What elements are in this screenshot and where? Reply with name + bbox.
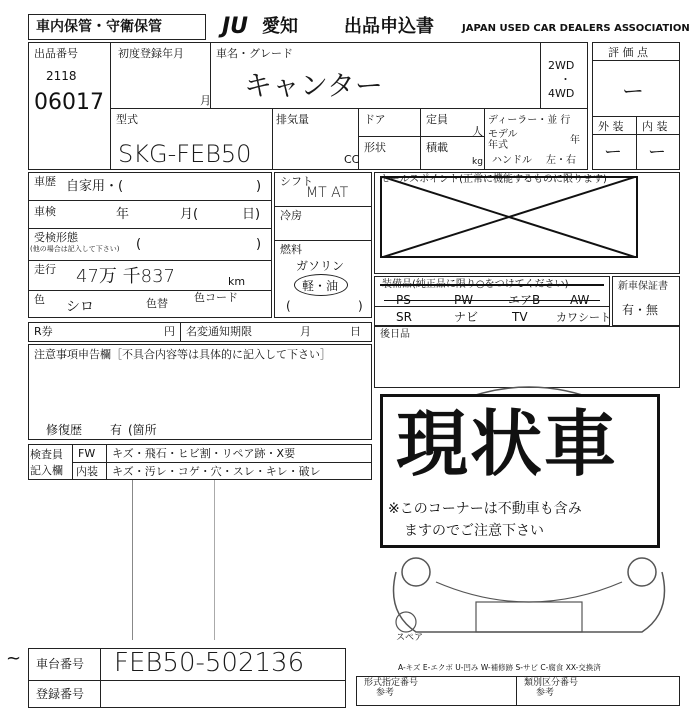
fuel-label: 燃料 xyxy=(280,243,302,256)
model-value: SKG-FEB50 xyxy=(118,140,252,168)
tilde-mark: ~ xyxy=(6,648,22,669)
mileage-value: 47万 千837 xyxy=(76,266,175,287)
load-unit: kg xyxy=(472,157,483,167)
color-value: シロ xyxy=(66,299,94,315)
equipment-item: カワシート xyxy=(556,311,611,324)
equipment-item: ナビ xyxy=(454,310,479,324)
color-label: 色 xyxy=(34,293,45,306)
sales-points-cross xyxy=(380,176,638,258)
deadline-label: 名変通知期限 xyxy=(186,325,252,338)
deadline-month: 月 xyxy=(300,325,311,338)
car-name-label: 車名・グレード xyxy=(216,47,293,60)
chassis-label: 車台番号 xyxy=(36,657,85,671)
repair-location: (箇所 xyxy=(128,423,157,437)
org-name: 愛知 xyxy=(262,16,298,37)
int-value: ー xyxy=(648,142,666,163)
repair-label: 修復歴 xyxy=(46,423,83,437)
diesel-circle xyxy=(294,274,348,296)
reception-note: (他の場合は記入して下さい) xyxy=(30,245,120,253)
lot-number: 06017 xyxy=(34,90,104,115)
color-code: 色コード xyxy=(194,291,238,304)
dealer-model: モデル xyxy=(488,129,518,140)
dealer-year-unit: 年 xyxy=(570,135,580,146)
displacement-unit: CC xyxy=(344,153,360,166)
class-label: 類別区分番号 xyxy=(524,678,579,688)
warranty-label: 新車保証書 xyxy=(618,281,668,292)
recycle-unit: 円 xyxy=(164,325,175,338)
stamp-note-line1: ※このコーナーは不動車も含み xyxy=(388,501,582,517)
usage-value: 自家用・( xyxy=(66,179,124,194)
inspector-row2-text: キズ・汚レ・コゲ・穴・スレ・キレ・破レ xyxy=(112,465,321,478)
equipment-item: エアB xyxy=(508,293,541,307)
equipment-item: AW xyxy=(570,293,590,307)
shift-value: MT AT xyxy=(306,185,349,201)
inspector-label-1: 検査員 xyxy=(30,448,63,461)
stamp-title: 現状車 xyxy=(396,402,619,486)
usage-label: 車歴 xyxy=(34,175,56,188)
reception-open: ( xyxy=(136,237,142,252)
opt-2wd: 2WD xyxy=(548,59,575,72)
lot-small-number: 2118 xyxy=(46,69,77,83)
fuel-gasoline: ガソリン xyxy=(296,259,345,273)
storage-label: 車内保管・守衛保管 xyxy=(36,19,162,35)
shape-label: 形状 xyxy=(364,141,386,154)
stamp-note-line2: ますのでご注意下さい xyxy=(404,523,544,539)
damage-legend: A-キズ E-エクボ U-凹み W-補修跡 S-サビ C-腐食 XX-交換済 xyxy=(398,663,601,672)
deadline-day: 日 xyxy=(350,325,361,338)
load-label: 積載 xyxy=(426,141,448,154)
fuel-other-close: ) xyxy=(358,299,363,313)
car-name-value: キャンター xyxy=(244,69,383,102)
fuel-other-open: ( xyxy=(286,299,291,313)
ext-label: 外 装 xyxy=(598,120,624,133)
inspector-row1-label: FW xyxy=(78,447,96,460)
displacement-label: 排気量 xyxy=(276,113,309,126)
capacity-label: 定員 xyxy=(426,113,448,126)
shift-label: シフト xyxy=(280,175,313,188)
model-label: 型式 xyxy=(116,113,138,126)
reception-close: ) xyxy=(256,237,262,252)
capacity-unit: 人 xyxy=(472,125,483,138)
registration-label: 登録番号 xyxy=(36,687,85,701)
mileage-label: 走行 xyxy=(34,263,56,276)
inspector-row2-label: 内装 xyxy=(76,465,98,478)
equipment-row1-strike xyxy=(384,300,600,301)
equipment-item: PS xyxy=(396,293,411,307)
ju-logo-mark: JU xyxy=(222,14,249,39)
fuel-diesel: 軽・油 xyxy=(302,279,339,293)
rating-label: 評 価 点 xyxy=(608,46,648,59)
mileage-unit: km xyxy=(228,275,246,288)
dealer-year: 年式 xyxy=(488,140,508,151)
inspection-month: 月( xyxy=(180,207,199,222)
first-reg-label: 初度登録年月 xyxy=(118,47,184,60)
recycle-label: R券 xyxy=(34,325,53,338)
usage-close: ) xyxy=(256,179,262,194)
equipment-strike xyxy=(380,284,604,286)
later-items-label: 後日品 xyxy=(380,329,410,340)
dealer-handle-side: 左・右 xyxy=(546,155,576,166)
door-label: ドア xyxy=(364,113,386,126)
first-reg-month: 月 xyxy=(200,94,211,107)
inspector-label-2: 記入欄 xyxy=(30,464,63,477)
lot-label: 出品番号 xyxy=(34,47,78,60)
inspection-year: 年 xyxy=(116,207,130,222)
chassis-value: FEB50-502136 xyxy=(114,648,305,678)
form-title: 出品申込書 xyxy=(344,16,434,37)
form-designation-label: 形式指定番号 xyxy=(364,678,419,688)
equipment-item: TV xyxy=(512,310,528,324)
repair-value: 有 xyxy=(110,423,123,437)
equipment-item: SR xyxy=(396,310,412,324)
equipment-label: 装備品(純正品に限り○をつけてください) xyxy=(382,279,569,290)
int-label: 内 装 xyxy=(642,120,668,133)
cooler-label: 冷房 xyxy=(280,209,302,222)
org-english: JAPAN USED CAR DEALERS ASSOCIATION xyxy=(462,23,690,34)
inspection-day: 日) xyxy=(242,207,261,222)
spare-label: スペア xyxy=(396,633,424,643)
ext-value: ー xyxy=(604,142,622,163)
dealer-line1: ディーラー・並 行 xyxy=(488,115,571,126)
inspector-row1-text: キズ・飛石・ヒビ割・リペア跡・X要 xyxy=(112,447,296,460)
warranty-value: 有・無 xyxy=(622,303,659,317)
notes-label: 注意事項申告欄［不具合内容等は具体的に記入して下さい］ xyxy=(34,348,331,361)
opt-dot: ・ xyxy=(560,73,571,86)
dealer-handle: ハンドル xyxy=(492,155,532,166)
inspection-label: 車検 xyxy=(34,205,56,218)
class-ref: 参考 xyxy=(536,688,555,698)
sales-points-label: セールスポイント(正常に機能するものに限ります) xyxy=(380,174,607,185)
equipment-item: PW xyxy=(454,293,474,307)
form-designation-ref: 参考 xyxy=(376,688,395,698)
color-change: 色替 xyxy=(146,297,168,310)
rating-value: ー xyxy=(622,80,645,105)
opt-4wd: 4WD xyxy=(548,87,575,100)
reception-label: 受検形態 xyxy=(34,231,78,244)
